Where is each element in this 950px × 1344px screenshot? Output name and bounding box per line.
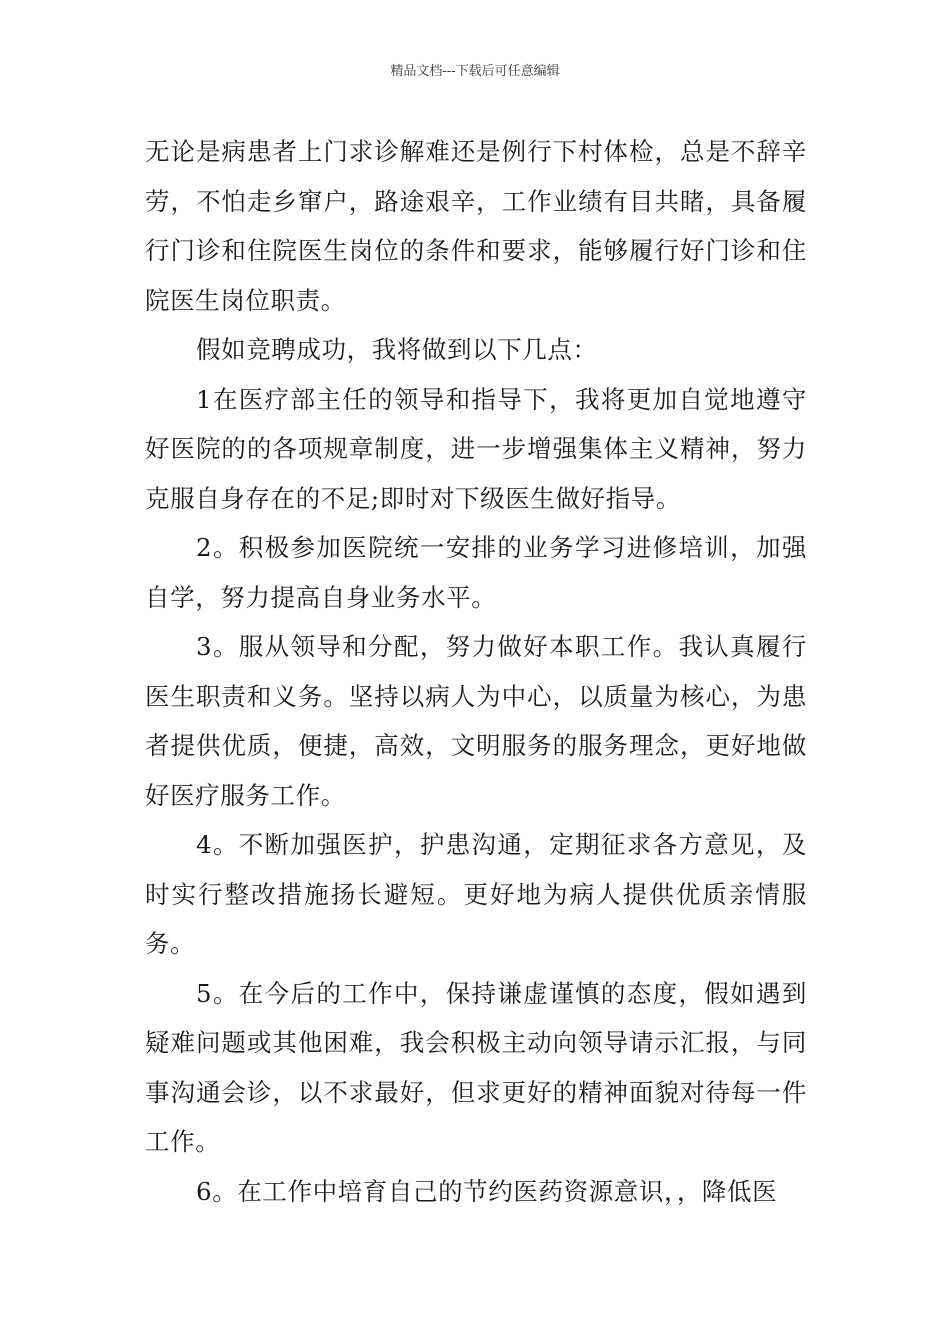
paragraph-continuation: 无论是病患者上门求诊解难还是例行下村体检，总是不辞辛劳，不怕走乡窜户，路途艰辛，工作业绩有目共睹，具备履行门诊和住院医生岗位的条件和要求，能够履行好门诊和住院医生岗位职责。 xyxy=(145,137,807,315)
paragraph-intro: 假如竞聘成功，我将做到以下几点： xyxy=(196,335,598,364)
paragraph-item-2: 2。积极参加医院统一安排的业务学习进修培训，加强自学，努力提高自身业务水平。 xyxy=(145,533,807,612)
page-header: 精品文档---下载后可任意编辑 xyxy=(390,64,560,79)
document-body xyxy=(145,127,807,1216)
paragraph-item-6: 6。在工作中培育自己的节约医药资源意识，，降低医 xyxy=(196,1176,778,1206)
paragraph-item-4: 4。不断加强医护，护患沟通，定期征求各方意见，及时实行整改措施扬长避短。更好地为病人提供优质亲情服务。 xyxy=(145,830,807,958)
paragraph-item-1: 1在医疗部主任的领导和指导下，我将更加自觉地遵守好医院的的各项规章制度，进一步增强集体主义精神，努力克服自身存在的不足;即时对下级医生做好指导。 xyxy=(145,384,807,513)
paragraph-item-5: 5。在今后的工作中，保持谦虚谨慎的态度，假如遇到疑难问题或其他困难，我会积极主动向领导请示汇报，与同事沟通会诊，以不求最好，但求更好的精神面貌对待每一件工作。 xyxy=(145,978,807,1156)
paragraph-item-3: 3。服从领导和分配，努力做好本职工作。我认真履行医生职责和义务。坚持以病人为中心，以质量为核心，为患者提供优质，便捷，高效，文明服务的服务理念，更好地做好医疗服务工作。 xyxy=(145,632,807,810)
